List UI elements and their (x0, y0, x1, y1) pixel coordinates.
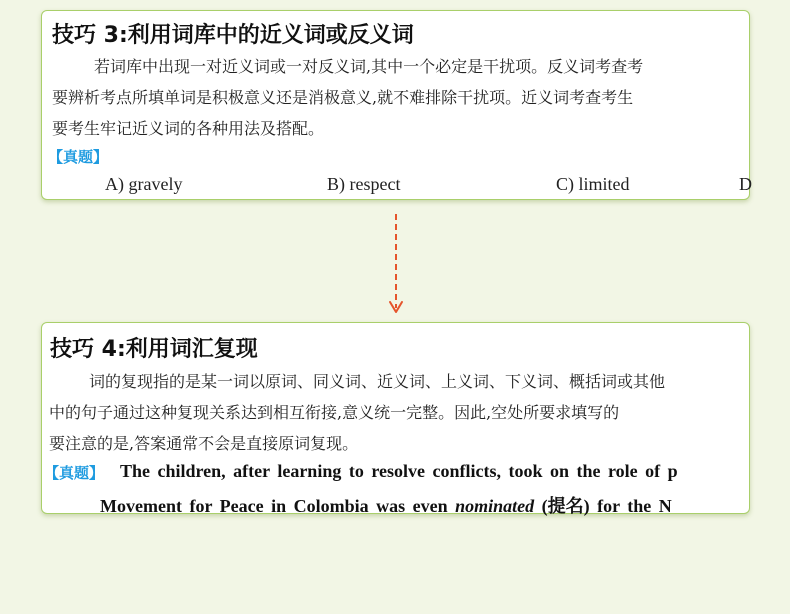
option-a: A) gravely (105, 174, 183, 194)
tip-3-paragraph-line-3: 要考生牢记近义词的各种用法及搭配。 (52, 119, 325, 138)
exam-sentence-line-1: The children, after learning to resolve conflicts, took on the role of p (120, 461, 678, 481)
tip-4-paragraph-line-2: 中的句子通过这种复现关系达到相互衔接,意义统一完整。因此,空处所要求填写的 (49, 403, 620, 422)
option-c: C) limited (556, 174, 630, 194)
tip-3-paragraph-line-2: 要辨析考点所填单词是积极意义还是消极意义,就不难排除干扰项。近义词考查考生 (52, 88, 634, 107)
exam-sentence-part-2: (提名) for the (534, 496, 659, 516)
option-d: D (739, 174, 752, 194)
tip-4-paragraph-line-1: 词的复现指的是某一词以原词、同义词、近义词、上义词、下义词、概括词或其他 (89, 372, 666, 391)
tip-3-title: 技巧 3:利用词库中的近义词或反义词 (52, 23, 414, 48)
option-b: B) respect (327, 174, 401, 194)
exam-sentence-tail: N (658, 496, 672, 516)
exam-sentence-line-2 (100, 492, 672, 518)
tip-4-card (41, 322, 750, 514)
exam-question-tag: 【真题】 (48, 148, 109, 166)
tip-3-card (41, 10, 750, 200)
exam-sentence-part-1: Movement for Peace in Colombia was even (100, 496, 456, 516)
tip-3-paragraph-line-1: 若词库中出现一对近义词或一对反义词,其中一个必定是干扰项。反义词考查考 (94, 57, 644, 76)
nominated-word: nominated (455, 496, 535, 516)
down-arrow-icon (387, 212, 405, 318)
exam-question-tag: 【真题】 (44, 464, 105, 482)
tip-4-title: 技巧 4:利用词汇复现 (50, 337, 258, 362)
tip-4-paragraph-line-3: 要注意的是,答案通常不会是直接原词复现。 (49, 434, 359, 453)
